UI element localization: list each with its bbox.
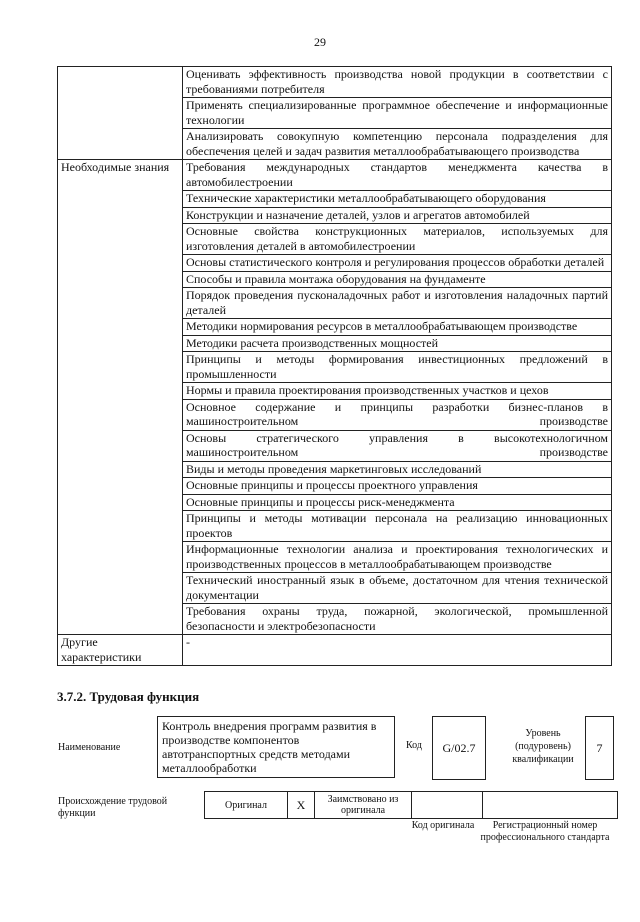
qualification-level-box: 7 [585,716,614,780]
original-code-caption: Код оригинала [411,820,475,831]
origin-original-mark: X [288,792,315,819]
list-item: Требования охраны труда, пожарной, экологической, промышленной безопасности и электробезопасности [183,604,612,635]
name-label: Наименование [58,742,121,753]
origin-label: Происхождение трудовой функции [58,796,168,819]
registration-number-cell [483,792,618,819]
skills-knowledge-table [57,66,612,666]
list-item: Применять специализированные программное обеспечение и информационные технологии [183,98,612,129]
list-item: Принципы и методы формирования инвестиционных предложений в промышленности [183,352,612,383]
list-item: Требования международных стандартов менеджмента качества в автомобилестроении [183,160,612,191]
other-characteristics-value: - [183,635,612,666]
list-item: Конструкции и назначение деталей, узлов и агрегатов автомобилей [183,207,612,224]
list-item: Методики нормирования ресурсов в металлообрабатывающем производстве [183,319,612,336]
registration-number-caption: Регистрационный номер профессионального стандарта [480,820,610,843]
list-item: Нормы и правила проектирования производственных участков и цехов [183,383,612,400]
list-item: Основные свойства конструкционных материалов, используемых для изготовления деталей в автомобилестроении [183,224,612,255]
row-group-label-empty [58,67,183,160]
original-code-cell [412,792,483,819]
list-item: Анализировать совокупную компетенцию персонала подразделения для обеспечения целей и задач развития металлообрабатывающего производства [183,129,612,160]
table-row [58,160,612,191]
other-characteristics-label: Другие характеристики [58,635,183,666]
code-box: G/02.7 [432,716,486,780]
list-item: Основные принципы и процессы риск-менеджмента [183,494,612,511]
page-number: 29 [314,35,326,49]
function-name-box: Контроль внедрения программ развития в производстве компонентов автотранспортных средств методами металлообработки [157,716,395,778]
list-item: Способы и правила монтажа оборудования на фундаменте [183,271,612,288]
list-item: Основы статистического контроля и регулирования процессов обработки деталей [183,255,612,272]
list-item: Технические характеристики металлообрабатывающего оборудования [183,191,612,208]
list-item: Виды и методы проведения маркетинговых исследований [183,461,612,478]
list-item: Информационные технологии анализа и проектирования технологических и производственных процессов в металлообрабатывающем производстве [183,542,612,573]
origin-table [204,791,618,819]
list-item: Принципы и методы мотивации персонала на реализацию инновационных проектов [183,511,612,542]
section-title: 3.7.2. Трудовая функция [57,689,200,704]
list-item: Основы стратегического управления в высокотехнологичном машиностроительном производстве [183,430,612,461]
list-item: Оценивать эффективность производства новой продукции в соответствии с требованиями потребителя [183,67,612,98]
list-item: Основное содержание и принципы разработки бизнес-планов в машиностроительном производстве [183,399,612,430]
table-row [58,67,612,98]
qualification-level-label: Уровень (подуровень) квалификации [512,728,574,765]
row-group-label: Необходимые знания [58,160,183,635]
list-item: Основные принципы и процессы проектного управления [183,478,612,495]
table-row [58,635,612,666]
list-item: Технический иностранный язык в объеме, достаточном для чтения технической документации [183,573,612,604]
list-item: Порядок проведения пусконаладочных работ и изготовления наладочных партий деталей [183,288,612,319]
list-item: Методики расчета производственных мощностей [183,335,612,352]
code-label: Код [406,740,422,751]
origin-borrowed-cell: Заимствовано из оригинала [315,792,412,819]
origin-original-cell: Оригинал [205,792,288,819]
